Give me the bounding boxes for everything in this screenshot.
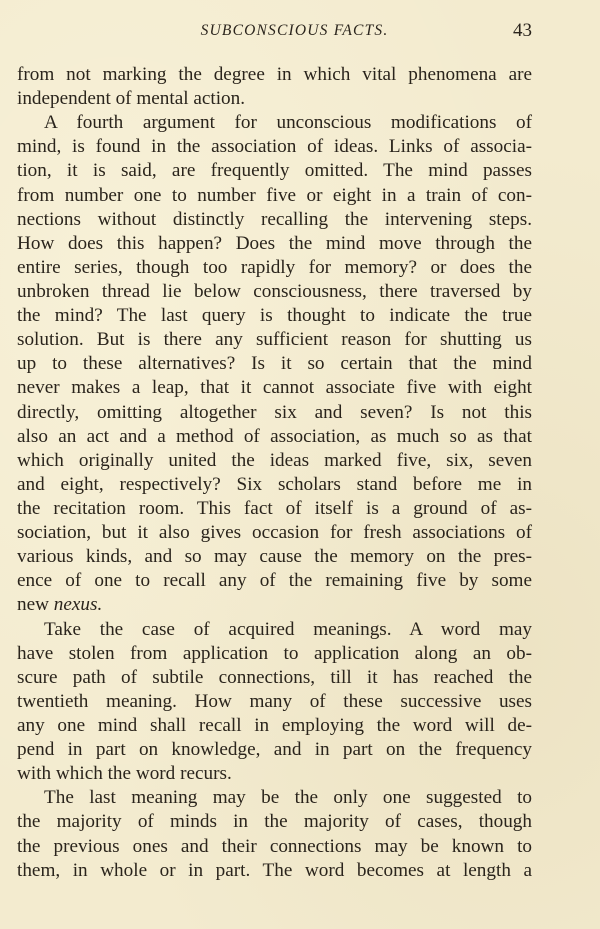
text-line-content: tion, it is said, are frequently omitted. The mind passes [17, 160, 532, 182]
text-line-content: also an act and a method of association, as much so as that [17, 425, 532, 447]
text-line [17, 786, 532, 810]
text-line-content: entire series, though too rapidly for memory? or does the [17, 256, 532, 278]
text-line-content: have stolen from application to application along an ob- [17, 642, 532, 664]
text-line-content: A fourth argument for unconscious modifications of [44, 112, 532, 134]
text-line [17, 159, 532, 183]
text-line [17, 304, 532, 328]
text-line [17, 690, 532, 714]
text-line [17, 618, 532, 642]
text-line [17, 473, 532, 497]
text-line [17, 87, 532, 111]
text-line-content: Take the case of acquired meanings. A word may [44, 618, 532, 640]
text-line-content: pend in part on knowledge, and in part on the frequency [17, 739, 532, 761]
text-line-content: the mind? The last query is thought to indicate the true [17, 305, 532, 327]
text-line [17, 762, 532, 786]
text-line [17, 593, 532, 617]
text-line [17, 352, 532, 376]
text-line [17, 63, 532, 87]
text-line [17, 208, 532, 232]
text-line-content: scure path of subtile connections, till it has reached the [17, 666, 532, 688]
text-line [17, 714, 532, 738]
text-line-content: and eight, respectively? Six scholars stand before me in [17, 473, 532, 495]
text-line [17, 135, 532, 159]
text-line-content: new [17, 594, 54, 616]
text-line [17, 835, 532, 859]
text-line-content: never makes a leap, that it cannot associate five with eight [17, 377, 532, 399]
text-line-content: up to these alternatives? Is it so certain that the mind [17, 353, 532, 375]
text-line [17, 497, 532, 521]
text-line-content: solution. But is there any sufficient reason for shutting us [17, 329, 532, 351]
text-line-content: mind, is found in the association of ideas. Links of associa- [17, 136, 532, 158]
text-line [17, 738, 532, 762]
text-line [17, 376, 532, 400]
text-line [17, 184, 532, 208]
text-line-content: independent of mental action. [17, 88, 246, 110]
text-line-content: which originally united the ideas marked five, six, seven [17, 449, 532, 471]
text-line-content: them, in whole or in part. The word becomes at length a [17, 859, 532, 881]
page-number: 43 [513, 20, 532, 41]
text-line-content: the recitation room. This fact of itself is a ground of as- [17, 497, 532, 519]
text-line-content: the majority of minds in the majority of cases, though [17, 811, 532, 833]
running-head: SUBCONSCIOUS FACTS. [200, 22, 389, 39]
text-line-content: nections without distinctly recalling the intervening steps. [17, 208, 532, 230]
text-line-content: with which the word recurs. [17, 763, 232, 785]
text-line-content: from not marking the degree in which vital phenomena are [17, 64, 532, 85]
text-line [17, 256, 532, 280]
text-line [17, 232, 532, 256]
text-line-content: directly, omitting altogether six and seven? Is not this [17, 401, 532, 423]
text-line-content: ence of one to recall any of the remaining five by some [17, 570, 532, 592]
text-line [17, 666, 532, 690]
text-line [17, 111, 532, 135]
text-line [17, 401, 532, 425]
text-line [17, 810, 532, 834]
text-line [17, 328, 532, 352]
text-line [17, 859, 532, 883]
text-line [17, 449, 532, 473]
text-line-content: various kinds, and so may cause the memory on the pres- [17, 546, 532, 568]
text-line-content: The last meaning may be the only one suggested to [44, 787, 532, 809]
text-line-content: the previous ones and their connections may be known to [17, 835, 532, 857]
text-line-content: unbroken thread lie below consciousness, there traversed by [17, 280, 532, 302]
text-line-content: any one mind shall recall in employing the word will de- [17, 714, 532, 736]
text-line [17, 569, 532, 593]
text-line-content: sociation, but it also gives occasion for fresh associations of [17, 522, 532, 544]
text-line [17, 425, 532, 449]
text-line-content: twentieth meaning. How many of these successive uses [17, 690, 532, 712]
text-line-content: How does this happen? Does the mind move through the [17, 232, 532, 254]
page-header [17, 22, 532, 46]
text-line-content: from number one to number five or eight in a train of con- [17, 184, 532, 206]
text-line [17, 521, 532, 545]
text-line [17, 642, 532, 666]
text-line [17, 545, 532, 569]
body-text [17, 63, 532, 883]
italic-term: nexus. [53, 594, 103, 616]
text-line [17, 280, 532, 304]
